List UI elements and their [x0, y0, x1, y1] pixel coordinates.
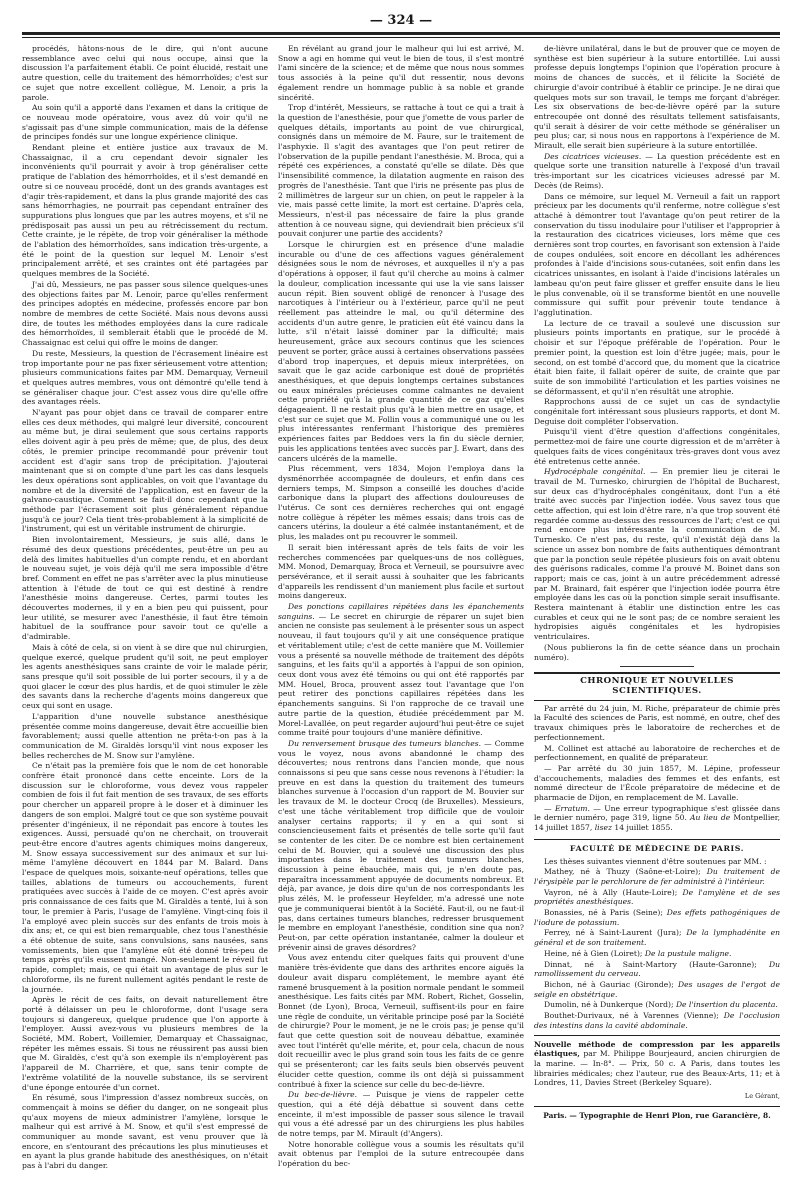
paragraph: Du renversement brusque des tumeurs blanches. — Comme vous le voyez, nous avons abandonné le champ des découvertes; nous rentrons dans l'ancien monde, que nous connaissons si peu que sans cesse nous revenons à l'étudier: la preuve en est dans la question du traitement des tumeurs blanches survenue à l'occasion d'un rapport de M. Bouvier sur les travaux de M. le docteur Crocq (de Bruxelles). Messieurs, c'est une tâche véritablement trop difficile que de vouloir analyser certains rapports; il y en a qui sont si consciencieusement faits et présentés de telle sorte qu'il faut se contenter de les citer. De ce nombre est bien certainement celui de M. Bouvier, qui a soulevé une discussion des plus importantes dans le traitement des tumeurs blanches, discussion à peine ébauchée, mais qui, je n'en doute pas, reparaîtra incessamment appuyée de documents nombreux. Et déjà, par avance, je dois dire qu'un de nos correspondants les plus zélés, M. le professeur Heyfelder, m'a adressé une note que je communiquerai bientôt à la Société. Faut-il, ou ne faut-il pas, dans certaines tumeurs blanches, redresser brusquement le membre en employant l'anesthésie, condition sine qua non? Peut-on, par cette opération instantanée, calmer la douleur et prévenir ainsi de graves désordres? [278, 738, 524, 952]
paragraph: La lecture de ce travail a soulevé une discussion sur plusieurs points importants en pratique, sur le procédé à choisir et sur l'époque préférable de l'opération. Pour le premier point, la question est loin d'être jugée; mais, pour le second, on est tombé d'accord que, du moment que la cicatrice était bien faite, il fallait opérer de suite, de crainte que par suite de son immobilité l'articulation et les parties voisines ne se déformassent, et qu'il n'en résultât une atrophie. [534, 318, 780, 396]
faculty-title: FACULTÉ DE MÉDECINE DE PARIS. [534, 839, 780, 854]
columns [22, 44, 780, 1171]
paragraph: Trop d'intérêt, Messieurs, se rattache à tout ce qui a trait à la question de l'anesthésie, pour que j'omette de vous parler de quelques détails, importants au point de vue chirurgical, consignés dans un mémoire de M. Faure, sur le traitement de l'asphyxie. Il s'agit des avantages que l'on peut retirer de l'observation de la pupille pendant l'anesthésie. M. Broca, qui a répété ces expériences, a constaté qu'elle se dilate. Dès que l'insensibilité commence, la dilatation augmente en raison des progrès de l'anesthésie. Tant que l'iris ne présente pas plus de 2 millimètres de largeur sur un chien, on peut le rappeler à la vie, mais passé cette limite, la mort est certaine. D'après cela, Messieurs, n'est-il pas nécessaire de faire la plus grande attention à ce nouveau signe, qui deviendrait bien précieux s'il pouvait conjurer une partie des accidents? [278, 103, 524, 239]
thesis-item: Dumolin, né à Dunkerque (Nord); De l'insertion du placenta. [544, 1000, 778, 1010]
chronique-title: CHRONIQUE ET NOUVELLES SCIENTIFIQUES. [534, 672, 780, 700]
column-1 [22, 44, 268, 1171]
column-2 [278, 44, 524, 1169]
book-rule [534, 1035, 780, 1036]
paragraph: Hydrocéphale congénital. — En premier lieu je citerai le travail de M. Turnesko, chirurgien de l'hôpital de Bucharest, sur deux cas d'hydrocéphales congénitaux, dont l'un a été traité avec succès par l'injection iodée. Vous savez tous que cette affection, qui est loin d'être rare, n'a que trop souvent été regardée comme au-dessus des ressources de l'art; c'est ce qui rend encore plus intéressante la communication de M. Turnesko. Ce n'est pas, du reste, qu'il n'existât déjà dans la science un assez bon nombre de faits authentiques démontrant que par la ponction seule répétée plusieurs fois on avait obtenu des guérisons radicales, comme l'a prouvé M. Boinet dans son rapport; mais ce cas, joint à un autre précédemment adressé par M. Brainard, fait espérer que l'injection iodée pourra être employée dans les cas où la ponction simple serait insuffisante. Restera maintenant à établir une distinction entre les cas curables et ceux qui ne le sont pas; de ce nombre seraient les hydropisies aiguës congénitales et les hydropisies ventriculaires. [534, 467, 780, 642]
paragraph: Mais à côté de cela, si on vient à se dire que nul chirurgien, quelque exercé, quelque prudent qu'il soit, ne peut employer les agents anesthésiques sans crainte de voir le malade périr, sans presque qu'il soit possible de lui porter secours, il y a de quoi glacer le cœur des plus hardis, et de quoi stimuler le zèle des savants dans la recherche d'agents moins dangereux que ceux qui sont en usage. [22, 642, 268, 711]
separator-rule [620, 666, 694, 667]
paragraph: procédés, hâtons-nous de le dire, qui n'ont aucune ressemblance avec celui qui nous occupe, ainsi que la discussion l'a parfaitement établi. Ce point élucidé, restait une autre question, celle du traitement des hémorrhoïdes; c'est sur ce sujet que notre excellent collègue, M. Lenoir, a pris la parole. [22, 44, 268, 102]
paragraph: Puisqu'il vient d'être question d'affections congénitales, permettez-moi de faire une courte digression et de m'arrêter à quelques faits de vices congénitaux très-graves dont vous avez été entretenus cette année. [534, 427, 780, 466]
paragraph: Rapprochons aussi de ce sujet un cas de syndactylie congénitale fort intéressant sous plusieurs rapports, et dont M. Deguise doit compléter l'observation. [534, 397, 780, 426]
paragraph: Du bec-de-lièvre. — Puisque je viens de rappeler cette question, qui a été déjà débattue si souvent dans cette enceinte, il m'est impossible de passer sous silence le travail qui vous a été adressé par un des chirurgiens les plus habiles de notre temps, par M. Mirault (d'Angers). [278, 1090, 524, 1139]
paragraph: Plus récemment, vers 1834, Mojon l'employa dans la dysménorrhée accompagnée de douleurs, et enfin dans ces derniers temps, M. Simpson a conseillé les douches d'acide carbonique dans la plupart des affections douloureuses de l'utérus. Ce sont ces dernières recherches qui ont engagé notre collègue à répéter les mêmes essais; dans trois cas de cancers utérins, la douleur a été calmée instantanément, et de plus, les malades ont pu recouvrer le sommeil. [278, 464, 524, 542]
paragraph: Rendant pleine et entière justice aux travaux de M. Chassaignac, il a cru cependant devoir signaler les inconvénients qu'il pourrait y avoir à trop généraliser cette pratique de l'ablation des hémorrhoïdes, et il s'est demandé en outre si ce nouveau procédé, dont un des grands avantages est d'agir très-rapidement, et dans la plus grande majorité des cas sans hémorrhagies, ne pourrait pas cependant entraîner des suppurations plus longues que par les autres moyens, et s'il ne prédisposait pas aussi un peu au rétrécissement du rectum. Cette crainte, je le répète, de trop voir généraliser la méthode de l'ablation des hémorrhoïdes, sans indication très-urgente, a été le point de la question sur lequel M. Lenoir s'est principalement arrêté, et ses craintes ont été partagées par quelques membres de la Société. [22, 143, 268, 279]
column-3-paragraphs [534, 44, 780, 662]
paragraph: Des cicatrices vicieuses. — La question précédente est en quelque sorte une transition naturelle à l'exposé d'un travail très-important sur les cicatrices vicieuses adressé par M. Decès (de Reims). [534, 151, 780, 190]
paragraph: Bien involontairement, Messieurs, je suis allé, dans le résumé des deux questions précédentes, peut-être un peu au delà des limites habituelles d'un compte rendu, et en abordant le nouveau sujet, je vois déjà qu'il me sera impossible d'être bref. Comment en effet ne pas s'arrêter avec la plus minutieuse attention à l'étude de tout ce qui est destiné à rendre l'anesthésie moins dangereuse. Certes, parmi toutes les découvertes modernes, il y en a bien peu qui puissent, pour leur utilité, se mesurer avec l'anesthésie, il faut être témoin habituel de la souffrance pour savoir tout ce qu'elle a d'admirable. [22, 535, 268, 642]
thesis-item: Bonassies, né à Paris (Seine); Des effets pathogéniques de l'iodure de potassium. [534, 908, 780, 927]
chronique-items [534, 704, 780, 833]
chronique-item: — Erratum. — Une erreur typographique s'est glissée dans le dernier numéro, page 319, ligne 50. Au lieu de Montpellier, 14 juillet 1857, lisez 14 juillet 1855. [534, 803, 780, 833]
paragraph: Des ponctions capillaires répétées dans les épanchements sanguins. — Le secret en chirurgie de réparer un sujet bien ancien ne consiste pas seulement à le présenter sous un aspect nouveau, il faut toujours qu'il y ait une conséquence pratique et véritablement utile; c'est de cette manière que M. Voillemier vous a présenté sa nouvelle méthode de traitement des dépôts sanguins, et les faits qu'il a apportés à l'appui de son opinion, ceux dont vous avez été témoins ou qui ont été rapportés par MM. Houel, Broca, prouvent assez tout l'avantage que l'on peut retirer des ponctions capillaires répétées dans les épanchements sanguins. Si l'on rapproche de ce travail une autre partie de la question, étudiée précédemment par M. Morel-Lavallée, on peut regarder aujourd'hui peut-être ce sujet comme traité pour toujours d'une manière définitive. [278, 602, 524, 738]
chronique-item: Par arrêté du 24 juin, M. Riche, préparateur de chimie près la Faculté des sciences de Paris, est nommé, en outre, chef des travaux chimiques près le laboratoire de recherches et de perfectionnement. [534, 703, 780, 742]
thesis-item: Ferrey, né à Saint-Laurent (Jura); De la lymphadénite en général et de son traitement. [534, 928, 780, 948]
theses-list [534, 867, 780, 1030]
paragraph: Après le récit de ces faits, on devait naturellement être porté à délaisser un peu le chloroforme, dont l'usage sera toujours si dangereux, quelque prudence que l'on apporte à l'employer. Aussi avez-vous vu plusieurs membres de la Société, MM. Robert, Voillemier, Demarquay et Chassaignac, répéter les mêmes essais. Si tous ne réussirent pas aussi bien que M. Giraldès, c'est qu'à son exemple ils n'employèrent pas l'appareil de M. Charrière, et que, sans tenir compte de l'extrême volatilité de la nouvelle substance, ils se servirent d'une éponge entourée d'un cornet. [22, 995, 268, 1092]
paragraph: Il serait bien intéressant après de tels faits de voir les recherches commencées par quelques-uns de nos collègues, MM. Monod, Demarquay, Broca et Verneuil, se poursuivre avec persévérance, et il serait aussi à souhaiter que les fabricants d'appareils les rendissent d'un maniement plus facile et surtout moins dangereux. [278, 542, 524, 601]
paragraph: J'ai dû, Messieurs, ne pas passer sous silence quelques-unes des objections faites par M. Lenoir, parce qu'elles renferment des principes adoptés en médecine, professés encore par bon nombre de membres de cette Société. Mais nous devons aussi dire, de toutes les méthodes employées dans la cure radicale des hémorrhoïdes, il semblerait établi que le procédé de M. Chassaignac est celui qui offre le moins de danger. [22, 279, 268, 348]
thesis-item: Bichon, né à Gauriac (Gironde); Des usages de l'ergot de seigle en obstétrique. [534, 979, 780, 999]
paragraph: Du reste, Messieurs, la question de l'écrasement linéaire est trop importante pour ne pas fixer sérieusement votre attention; plusieurs communications faites par MM. Demarquay, Verneuil et quelques autres membres, vous ont démontré qu'elle tend à se généraliser chaque jour. C'est assez vous dire qu'elle offre des avantages réels. [22, 348, 268, 407]
header-rule [22, 32, 780, 38]
paragraph: L'apparition d'une nouvelle substance anesthésique présentée comme moins dangereuse, devait être accueillie bien favorablement; aussi quelle attention ne prêta-t-on pas à la communication de M. Giraldès lorsqu'il vint nous exposer les belles recherches de M. Snow sur l'amylène. [22, 711, 268, 760]
paragraph: En révélant au grand jour le malheur qui lui est arrivé, M. Snow a agi en homme qui veut le bien de tous, il s'est montré l'ami sincère de la science; et de même que nous nous sommes tous associés à la peine qu'il dut ressentir, nous devons également rendre un hommage public à sa noble et grande sincérité. [278, 44, 524, 102]
thesis-item: Heine, né à Gien (Loiret); De la pustule maligne. [544, 948, 732, 958]
paragraph: Vous avez entendu citer quelques faits qui prouvent d'une manière très-évidente que dans des arthrites encore aiguës la douleur avait disparu complétement, le membre ayant été ramené brusquement à la position normale pendant le sommeil anesthésique. Les faits cités par MM. Robert, Richet, Gosselin, Bonnet (de Lyon), Broca, Verneuil, suffisent-ils pour en faire une règle de conduite, un véritable principe posé par la Société de chirurgie? Pour le moment, je ne le crois pas; je pense qu'il faut que cette question soit de nouveau débattue, examinée avec tout l'intérêt qu'elle mérite, et, pour cela, chacun de nous doit recueillir avec le plus grand soin tous les faits de ce genre qui se présenteront; car les faits seuls bien observés peuvent élucider cette question, comme ils ont déjà si puissamment contribué à fixer la science sur celle du bec-de-lièvre. [278, 953, 524, 1089]
chronique-item: — Par arrêté du 30 juin 1857, M. Lépine, professeur d'accouchements, maladies des femmes et des enfants, est nommé directeur de l'École préparatoire de médecine et de pharmacie de Dijon, en remplacement de M. Lavalle. [534, 763, 780, 803]
chronique-item: M. Collinet est attaché au laboratoire de recherches et de perfectionnement, en qualité de préparateur. [534, 743, 780, 763]
paragraph: de-lièvre unilatéral, dans le but de prouver que ce moyen de synthèse est bien supérieur à la suture entortillée. Lui aussi professe depuis longtemps l'opinion que l'opération procure à moins de chances de succès, et il félicite la Société de chirurgie d'avoir contribué à établir ce principe. Je ne dirai que quelques mots sur son travail, le temps me forçant d'abréger. Les six observations de bec-de-lièvre opéré par la suture entrecoupée ont donné des résultats tellement satisfaisants, qu'il serait à désirer de voir cette méthode se généraliser un peu plus; car, si nous nous en rapportons à l'expérience de M. Mirault, elle serait bien supérieure à la suture entortillée. [534, 44, 780, 151]
paragraph: (Nous publierons la fin de cette séance dans un prochain numéro). [534, 642, 780, 662]
paragraph: En résumé, sous l'impression d'assez nombreux succès, on commençait à moins se défier du danger, on ne songeait plus qu'aux moyens de mieux administrer l'amylène, lorsque le malheur qui est arrivé à M. Snow, et qu'il s'est empressé de communiquer au monde savant, est venu prouver que là encore, en s'entourant des précautions les plus minutieuses et en ayant la plus grande habitude des anesthésiques, on n'était pas à l'abri du danger. [22, 1093, 268, 1171]
page [22, 12, 780, 1171]
paragraph: Lorsque le chirurgien est en présence d'une maladie incurable ou d'une de ces affections vagues généralement désignées sous le nom de névroses, et auxquelles il n'y a pas d'opérations à opposer, il faut qu'il cherche au moins à calmer la douleur, complication incessante qui use la vie sans laisser aucun répit. Bien souvent obligé de renoncer à l'usage des narcotiques à l'intérieur ou à l'extérieur, parce qu'il ne peut réellement pas atteindre le mal, ou qu'il détermine des accidents d'un autre genre, le praticien eût été vaincu dans la lutte, s'il n'était laissé dominer par la difficulté; mais heureusement, grâce aux secours continus que les sciences peuvent se porter, grâce aussi à certaines observations passées d'abord trop inaperçues, et depuis mieux interprétées, on savait que le gaz acide carbonique est doué de propriétés anesthésiques, et que depuis longtemps certaines substances ou eaux minérales précieuses comme calmantes ne devaient cette propriété qu'à la grande quantité de ce gaz qu'elles dégageaient. Il ne restait plus qu'à le bien mettre en usage, et c'est sur ce sujet que M. Follin vous a communiqué une ou les plus intéressantes renfermant l'historique des premières expériences faites par Beddoes vers la fin du siècle dernier, puis les applications tentées avec succès par J. Ewart, dans des cancers ulcérés de la mamelle. [278, 240, 524, 463]
book-notice [534, 1040, 780, 1089]
paragraph: N'ayant pas pour objet dans ce travail de comparer entre elles ces deux méthodes, qui malgré leur diversité, concourent au même but, je dirai seulement que sous certains rapports elles doivent agir à peu près de même; que, de plus, des deux côtés, le premier principe recommandé pour prévenir tout accident est d'agir sans trop de précipitation. J'ajouterai maintenant que si on compte d'une part les cas dans lesquels les deux opérations sont applicables, on voit que l'avantage du nombre et de la diversité de l'application, est en faveur de la galvano-caustique. Comment se fait-il donc cependant que la méthode par l'écrasement soit plus généralement répandue jusqu'à ce jour? Cela tient très-probablement à la simplicité de l'instrument, qui est un véritable instrument de chirurgie. [22, 408, 268, 534]
paragraph: Dans ce mémoire, sur lequel M. Verneuil a fait un rapport précieux par les documents qu'il renferme, notre collègue s'est attaché à démontrer tout l'avantage qu'on peut retirer de la conservation du tissu inodulaire pour l'utiliser et l'approprier à la restauration des cicatrices vicieuses, lors même que ces dernières sont trop courtes, en favorisant son extension à l'aide de coupes ondulées, soit encore en décollant les adhérences profondes à l'aide d'incisions sous-cutanées, soit enfin dans les cicatrices unissantes, en isolant à l'aide d'incisions latérales un lambeau qu'on peut faire glisser et greffer ensuite dans le lieu le plus convenable, où il se transforme bientôt en une nouvelle commissure qui suffit pour prévenir toute tendance à l'agglutination. [534, 191, 780, 317]
imprint: Paris. — Typographie de Henri Plon, rue Garancière, 8. [543, 1110, 771, 1120]
thesis-item: Mathey, né à Thuzy (Saône-et-Loire); Du traitement de l'érysipèle par le perchlorure de fer administré à l'intérieur. [534, 867, 780, 886]
paragraph: Ce n'était pas la première fois que le nom de cet honorable confrère était prononcé dans cette enceinte. Lors de la discussion sur le chloroforme, vous devez vous rappeler combien de fois il fut fait mention de ses travaux, de ses efforts pour chercher un appareil propre à le doser et à diminuer les dangers de son emploi. Malgré tout ce que son système pouvait présenter d'ingénieux, il ne répondait pas encore à toutes les exigences. Aussi, persuadé qu'on ne cherchait, on trouverait peut-être encore d'autres agents chimiques moins dangereux, M. Snow essaya successivement sur des animaux et sur lui-même l'amylène découvert en 1844 par M. Balard. Dans l'espace de quelques mois, soixante-neuf opérations, telles que tailles, ablations de tumeurs ou accouchements, furent pratiquées avec succès à l'aide de ce moyen. C'est après avoir pris connaissance de ces faits que M. Giraldès a tenté, lui à son tour, le premier à Paris, l'usage de l'amylène. Vingt-cinq fois il l'a employé avec plein succès sur des enfants de trois mois à dix ans; et, ce qui est bien remarquable, chez tous l'anesthésie a été obtenue de suite, sans convulsions, sans nausées, sans vomissements, bien que l'amylène eût été donné très-peu de temps après qu'ils eussent mangé. Non-seulement le réveil fut rapide, complet; mais, ce qui était un avantage de plus sur le chloroforme, ils ne furent nullement agités pendant le reste de la journée. [22, 761, 268, 994]
signoff: Le Gérant, [744, 1092, 780, 1101]
book-notice-title: Nouvelle méthode de compression par les appareils élastiques, [534, 1039, 780, 1059]
thesis-item: Bouthet-Durivaux, né à Varennes (Vienne); De l'occlusion des intestins dans la cavité abdominale. [534, 1011, 780, 1030]
imprint-rule [534, 1106, 780, 1107]
book-notice-text: par M. Philippe Bourjeaurd, ancien chirurgien de la marine. — In-8°. — Prix, 50 c. A Paris, dans toutes les librairies médicales; chez l'auteur, rue des Beaux-Arts, 11; et à Londres, 11, Davies Street (Berkeley Square). [534, 1049, 780, 1088]
thesis-item: Dinnat, né à Saint-Martory (Haute-Garonne); Du ramollissement du cerveau. [534, 959, 780, 979]
thesis-item: Vayron, né à Ally (Haute-Loire); De l'amylène et de ses propriétés anesthésiques. [534, 887, 780, 907]
page-number: — 324 — [369, 13, 433, 28]
paragraph: Notre honorable collègue vous a soumis les résultats qu'il avait obtenus par l'emploi de la suture entrecoupée dans l'opération du bec- [278, 1139, 524, 1169]
column-3 [534, 44, 780, 1164]
theses-intro: Les thèses suivantes viennent d'être soutenues par MM. : [544, 856, 767, 866]
paragraph: Au soin qu'il a apporté dans l'examen et dans la critique de ce nouveau mode opératoire, vous avez dû voir qu'il ne s'agissait pas d'une simple communication, mais de la défense de principes fondés sur une longue expérience clinique. [22, 103, 268, 142]
